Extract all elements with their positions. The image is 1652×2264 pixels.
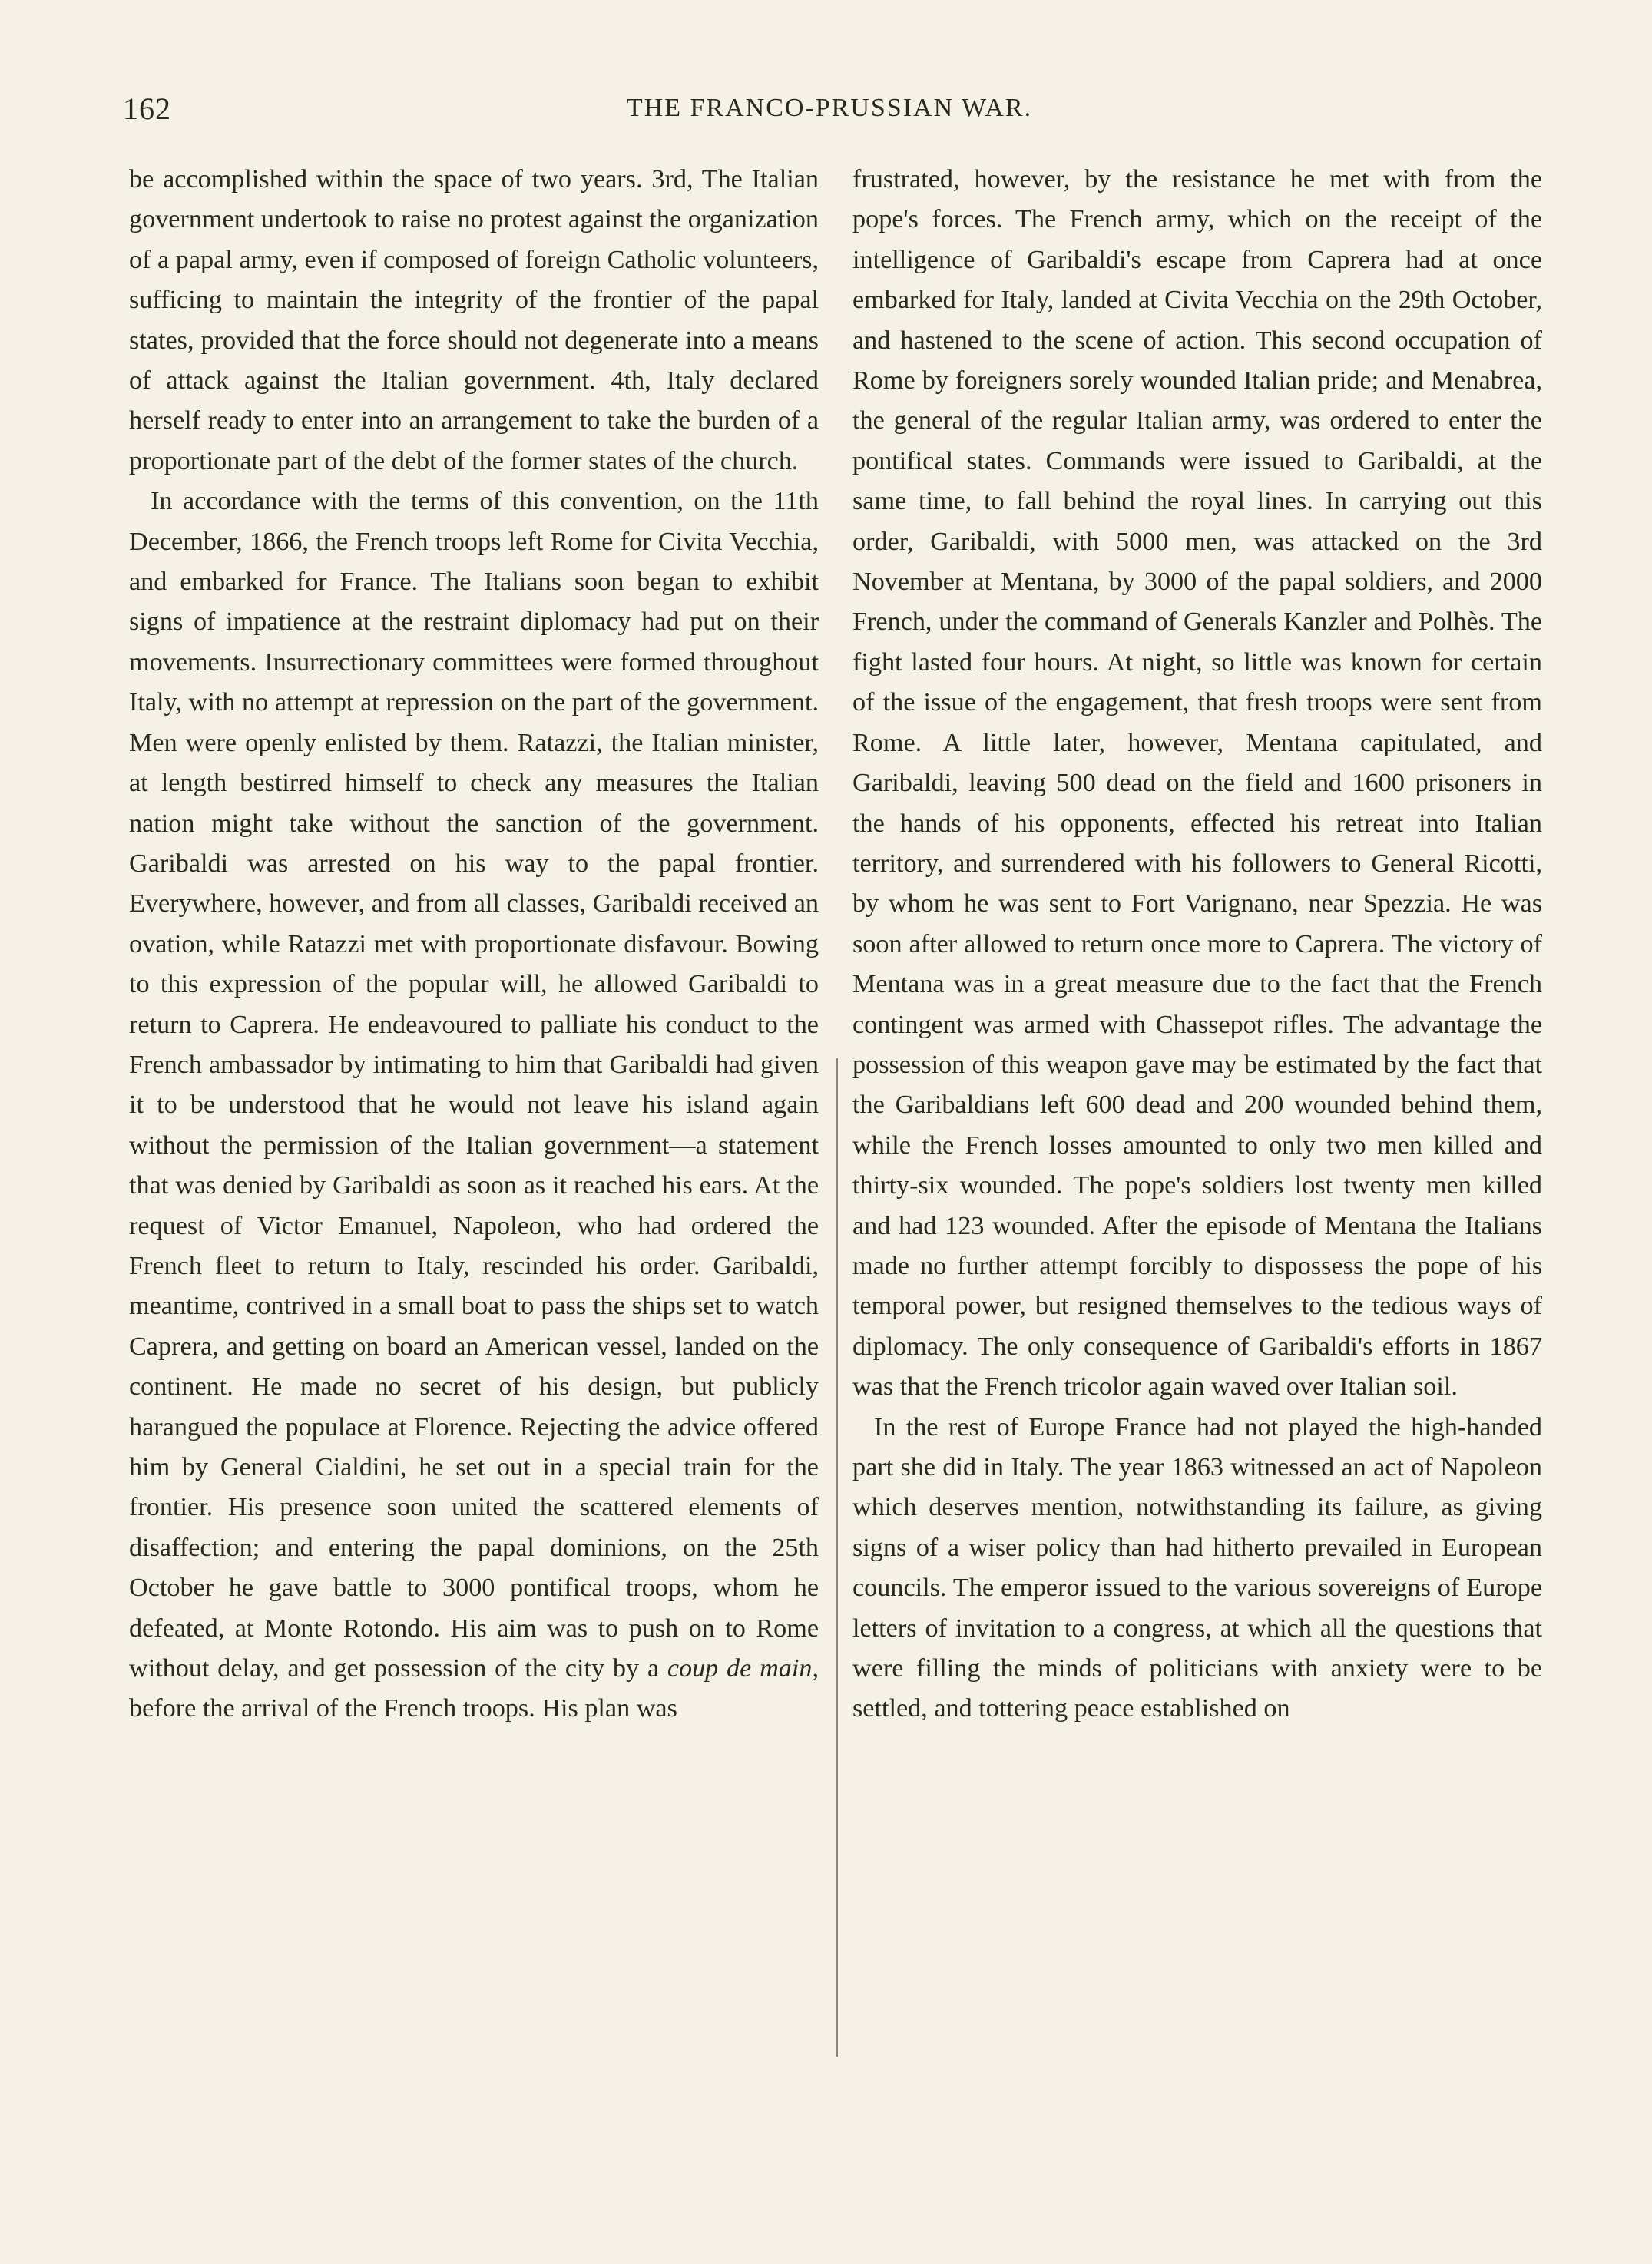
left-paragraph-2-end: before the arrival of the French troops. His plan was	[129, 1694, 677, 1723]
left-paragraph-2-text: In accordance with the terms of this convention, on the 11th December, 1866, the French troops left Rome for Civita Vecchia, and embarked for France. The Italians soon began to exhibit signs of impatience at the restraint diplomacy had put on their movements. Insurrectionary committees were formed throughout Italy, with no attempt at repression on the part of the government. Men were openly enlisted by them. Ratazzi, the Italian minister, at length bestirred himself to check any measures the Italian nation might take without the sanction of the government. Garibaldi was arrested on his way to the papal frontier. Everywhere, however, and from all classes, Garibaldi received an ovation, while Ratazzi met with proportionate disfavour. Bowing to this expression of the popular will, he allowed Garibaldi to return to Caprera. He endeavoured to palliate his conduct to the French ambassador by intimating to him that Garibaldi had given it to be understood that he would not leave his island again without the permission of the Italian government—a statement that was denied by Garibaldi as soon as it reached his ears. At the request of Victor Emanuel, Napoleon, who had ordered the French fleet to return to Italy, rescinded his order. Garibaldi, meantime, contrived in a small boat to pass the ships set to watch Caprera, and getting on board an American vessel, landed on the continent. He made no secret of his design, but publicly harangued the populace at Florence. Rejecting the advice offered him by General Cialdini, he set out in a special train for the frontier. His presence soon united the scattered elements of disaffection; and entering the papal dominions, on the 25th October he gave battle to 3000 pontifical troops, whom he defeated, at Monte Rotondo. His aim was to push on to Rome without delay, and get possession of the city by a	[129, 487, 819, 1683]
left-column	[129, 160, 819, 1729]
left-paragraph-1: be accomplished within the space of two years. 3rd, The Italian government undertook to raise no protest against the organization of a papal army, even if composed of foreign Catholic volunteers, sufficing to maintain the integrity of the frontier of the papal states, provided that the force should not degenerate into a means of attack against the Italian government. 4th, Italy declared herself ready to enter into an arrangement to take the burden of a proportionate part of the debt of the former states of the church.	[129, 165, 819, 475]
italic-phrase: coup de main,	[667, 1654, 819, 1683]
left-paragraph-2	[129, 482, 819, 1729]
right-paragraph-2: In the rest of Europe France had not played the high-handed part she did in Italy. The year 1863 witnessed an act of Napoleon which deserves mention, notwithstanding its failure, as giving signs of a wiser policy than had hitherto prevailed in European councils. The emperor issued to the various sovereigns of Europe letters of invitation to a congress, at which all the questions that were filling the minds of politicians with anxiety were to be settled, and tottering peace established on	[852, 1412, 1542, 1723]
page-header	[123, 91, 1536, 137]
page-number: 162	[123, 91, 171, 126]
running-title: THE FRANCO-PRUSSIAN WAR.	[626, 94, 1033, 122]
right-paragraph-1: frustrated, however, by the resistance he met with from the pope's forces. The French army, which on the receipt of the intelligence of Garibaldi's escape from Caprera had at once embarked for Italy, landed at Civita Vecchia on the 29th October, and hastened to the scene of action. This second occupation of Rome by foreigners sorely wounded Italian pride; and Menabrea, the general of the regular Italian army, was ordered to enter the pontifical states. Commands were issued to Garibaldi, at the same time, to fall behind the royal lines. In carrying out this order, Garibaldi, with 5000 men, was attacked on the 3rd November at Mentana, by 3000 of the papal soldiers, and 2000 French, under the command of Generals Kanzler and Polhès. The fight lasted four hours. At night, so little was known for certain of the issue of the engagement, that fresh troops were sent from Rome. A little later, however, Mentana capitulated, and Garibaldi, leaving 500 dead on the field and 1600 prisoners in the hands of his opponents, effected his retreat into Italian territory, and surrendered with his followers to General Ricotti, by whom he was sent to Fort Varignano, near Spezzia. He was soon after allowed to return once more to Caprera. The victory of Mentana was in a great measure due to the fact that the French contingent was armed with Chassepot rifles. The advantage the possession of this weapon gave may be estimated by the fact that the Garibaldians left 600 dead and 200 wounded behind them, while the French losses amounted to only two men killed and thirty-six wounded. The pope's soldiers lost twenty men killed and had 123 wounded. After the episode of Mentana the Italians made no further attempt forcibly to dispossess the pope of his temporal power, but resigned themselves to the tedious ways of diplomacy. The only consequence of Garibaldi's efforts in 1867 was that the French tricolor again waved over Italian soil.	[852, 165, 1542, 1402]
right-column	[852, 160, 1542, 1729]
column-divider	[836, 1058, 838, 2057]
